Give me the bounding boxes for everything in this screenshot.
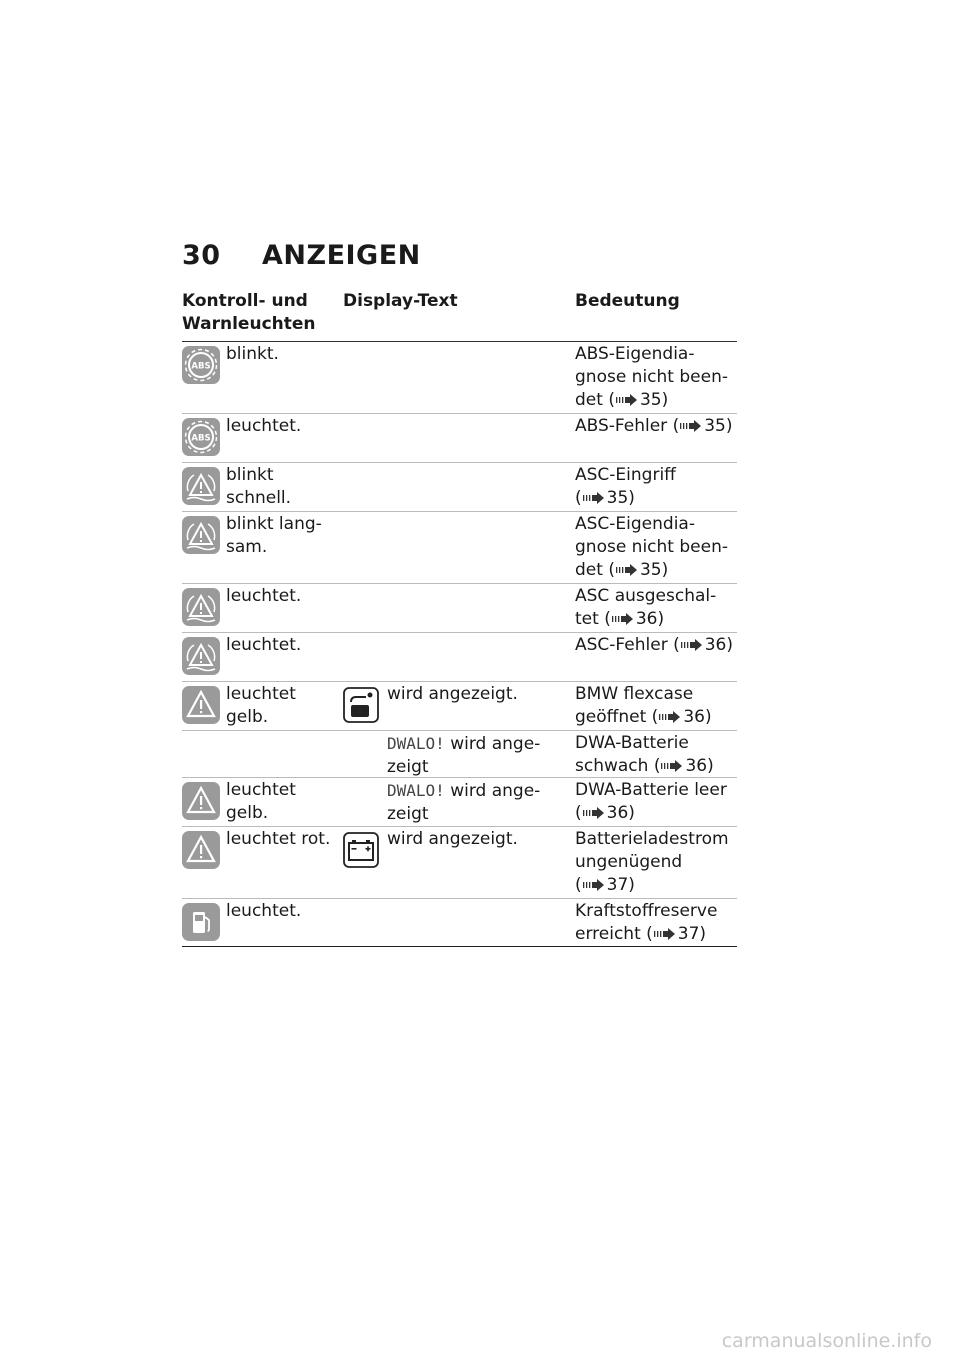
reference-page: 35) [606,488,635,508]
display-message: wird angezeigt. [387,684,518,704]
page-reference[interactable]: ( 36) [575,803,635,823]
table-row [182,827,737,899]
display-code: DWALO! [387,734,445,753]
table-row [182,463,737,512]
table-row [182,778,737,827]
reference-page: 36) [606,803,635,823]
abs-icon [182,346,220,384]
reference-page: 36) [635,609,665,629]
table-row [182,899,737,947]
table-row [182,584,737,633]
indicator-state: leuchtet. [226,586,302,606]
page-reference[interactable]: ( 36) [651,707,712,727]
meaning [575,634,737,657]
battery-icon [342,831,380,869]
meaning [575,683,737,729]
asc-icon [182,637,220,675]
warning-triangle-icon [182,831,220,869]
reference-page: 37) [606,875,635,895]
page-reference[interactable]: ( 36) [673,635,733,655]
indicator-state: leuchtet gelb. [226,684,296,727]
meaning-text: Kraftstoffreserve erreicht [575,901,718,944]
reference-arrow-icon [616,394,638,406]
page-reference[interactable]: ( 35) [575,488,635,508]
reference-arrow-icon [616,564,638,576]
meaning [575,415,737,438]
column-header-display-text: Display-Text [343,291,458,311]
column-header-meaning: Bedeutung [575,291,680,311]
reference-arrow-icon [583,879,605,891]
page-header [182,240,421,271]
asc-icon [182,467,220,505]
indicator-state: blinkt schnell. [226,465,292,508]
display-text [387,732,559,779]
meaning-text: BMW flexcase geöffnet [575,684,694,727]
table-row [182,512,737,584]
display-message: wird ange-zeigt [387,781,541,824]
meaning [575,900,737,946]
svg-text:ABS: ABS [191,433,211,444]
flexcase-icon [342,686,380,724]
display-text [387,683,559,706]
meaning [575,585,737,631]
meaning [575,828,737,897]
meaning [575,732,737,778]
reference-page: 35) [639,390,669,410]
reference-arrow-icon [654,928,676,940]
meaning [575,513,737,582]
table-row [182,682,737,731]
page-reference[interactable]: ( 35) [608,390,669,410]
table-row [182,633,737,682]
reference-arrow-icon [612,613,634,625]
reference-arrow-icon [680,420,702,432]
display-code: DWALO! [387,781,445,800]
page-reference[interactable]: ( 36) [604,609,665,629]
fuel-icon [182,903,220,941]
meaning-text: ABS-Eigendia-gnose nicht been-det [575,344,728,410]
display-text [387,779,559,826]
reference-page: 35) [704,416,733,436]
asc-icon [182,588,220,626]
page-reference[interactable]: ( 35) [672,416,733,436]
warning-triangle-icon [182,782,220,820]
meaning-text: DWA-Batterie leer [575,780,727,800]
page-reference[interactable]: ( 35) [608,560,669,580]
reference-arrow-icon [659,711,681,723]
meaning [575,343,737,412]
indicator-state: leuchtet. [226,416,302,436]
warning-triangle-icon [182,686,220,724]
meaning-text: ASC-Fehler [575,635,668,655]
reference-page: 36) [704,635,733,655]
table-row [182,342,737,414]
reference-arrow-icon [583,492,605,504]
reference-arrow-icon [681,639,703,651]
svg-text:ABS: ABS [191,361,211,372]
column-header-indicator: Kontroll- und Warnleuchten [182,291,316,334]
section-title: ANZEIGEN [262,240,421,271]
meaning [575,779,737,825]
table-row [182,414,737,463]
reference-arrow-icon [661,760,683,772]
display-message: wird ange-zeigt [387,734,541,777]
meaning-text: ASC-Eigendia-gnose nicht been-det [575,514,728,580]
meaning-text: ASC-Eingriff [575,465,676,485]
reference-page: 36) [683,707,712,727]
display-text [387,828,559,851]
asc-icon [182,516,220,554]
page-reference[interactable]: ( 37) [646,924,707,944]
watermark: carmanualsonline.info [721,1330,932,1352]
reference-page: 37) [677,924,707,944]
page-reference[interactable]: ( 36) [653,756,714,776]
table-row [182,731,737,778]
indicator-table [182,341,737,947]
meaning-text: Batterieladestrom ungenügend [575,829,729,872]
indicator-state: blinkt. [226,344,279,364]
abs-icon [182,418,220,456]
display-message: wird angezeigt. [387,829,518,849]
reference-page: 36) [685,756,714,776]
indicator-state: blinkt lang-sam. [226,514,322,557]
indicator-state: leuchtet rot. [226,829,331,849]
meaning-text: DWA-Batterie schwach [575,733,689,776]
indicator-state: leuchtet gelb. [226,780,296,823]
indicator-state: leuchtet. [226,901,302,921]
reference-arrow-icon [583,807,605,819]
reference-page: 35) [639,560,669,580]
meaning [575,464,737,510]
indicator-state: leuchtet. [226,635,302,655]
page-number: 30 [182,240,221,271]
meaning-text: ASC ausgeschal-tet [575,586,717,629]
meaning-text: ABS-Fehler [575,416,668,436]
page-reference[interactable]: ( 37) [575,875,635,895]
